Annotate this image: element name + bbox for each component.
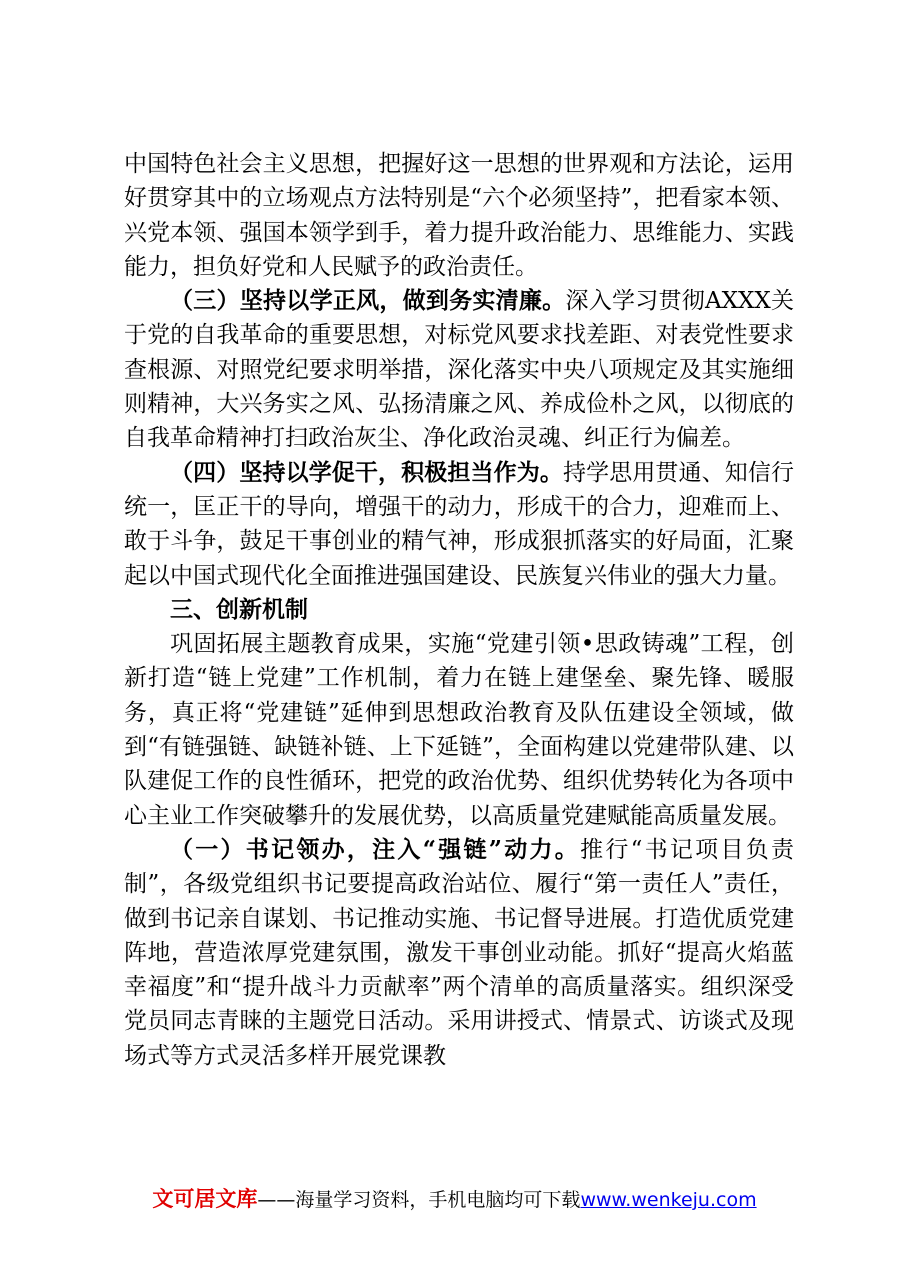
footer-banner [0, 1183, 909, 1213]
footer-link[interactable]: www.wenkeju.com [580, 1189, 757, 1211]
paragraph-continued [124, 147, 794, 284]
paragraph-lead: （三）坚持以学正风，做到务实清廉。 [170, 287, 566, 315]
paragraph-section-4 [124, 456, 794, 593]
paragraph-text: 深入学习贯彻AXXX关于党的自我革命的重要思想，对标党风要求找差距、对表党性要求查根源、对照党纪要求明举措，深化落实中央八项规定及其实施细则精神，大兴务实之风、弘扬清廉之风、养成俭朴之风，以彻底的自我革命精神打扫政治灰尘、净化政治灵魂、纠正行为偏差。 [124, 288, 795, 452]
paragraph-text: 持学思用贯通、知信行统一，匡正干的导向，增强干的动力，形成干的合力，迎难而上、敢于斗争，鼓足干事创业的精气神，形成狠抓落实的好局面，汇聚起以中国式现代化全面推进强国建设、民族复兴伟业的强大力量。 [124, 459, 795, 589]
paragraph-text: 中国特色社会主义思想，把握好这一思想的世界观和方法论，运用好贯穿其中的立场观点方法特别是“六个必须坚持”，把看家本领、兴党本领、强国本领学到手，着力提升政治能力、思维能力、实践能力，担负好党和人民赋予的政治责任。 [124, 151, 794, 280]
paragraph-lead: （四）坚持以学促干，积极担当作为。 [170, 458, 563, 486]
paragraph-subsection-1 [124, 833, 794, 1073]
document-body [124, 147, 794, 1073]
paragraph-text: 巩固拓展主题教育成果，实施“党建引领•思政铸魂”工程，创新打造“链上党建”工作机制，着力在链上建堡垒、聚先锋、暖服务，真正将“党建链”延伸到思想政治教育及队伍建设全领域，做到“有链强链、缺链补链、上下延链”，全面构建以党建带队建、以队建促工作的良性循环，把党的政治优势、组织优势转化为各项中心主业工作突破攀升的发展优势，以高质量党建赋能高质量发展。 [124, 631, 794, 829]
footer-brand: 文可居文库 [152, 1187, 258, 1211]
paragraph-lead: （一）书记领办，注入“强链”动力。 [170, 835, 581, 863]
paragraph-intro [124, 627, 794, 833]
footer-text: ——海量学习资料，手机电脑均可下载 [257, 1189, 581, 1211]
paragraph-section-3 [124, 284, 794, 455]
section-heading: 三、创新机制 [170, 596, 308, 623]
paragraph-text: 推行“书记项目负责制”，各级党组织书记要提高政治站位、履行“第一责任人”责任，做到书记亲自谋划、书记推动实施、书记督导进展。打造优质党建阵地，营造浓厚党建氛围，激发干事创业动能。抓好“提高火焰蓝幸福度”和“提升战斗力贡献率”两个清单的高质量落实。组织深受党员同志青睐的主题党日活动。采用讲授式、情景式、访谈式及现场式等方式灵活多样开展党课教 [124, 836, 794, 1069]
